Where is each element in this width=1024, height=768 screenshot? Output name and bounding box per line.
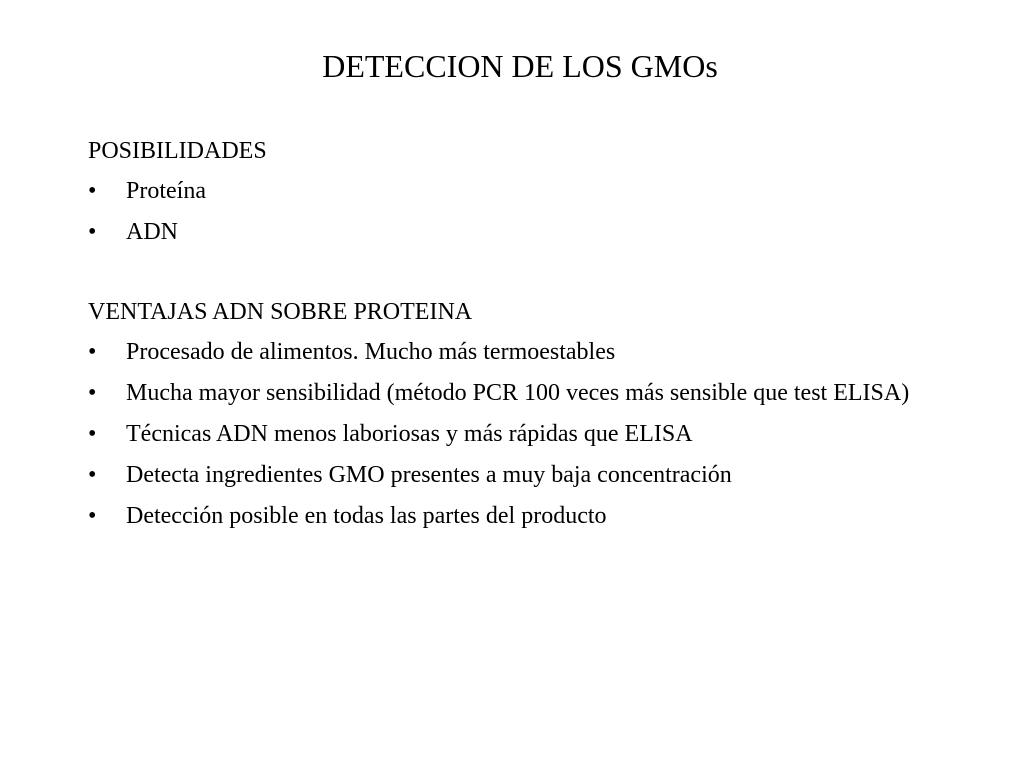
- possibilities-list: [88, 174, 928, 249]
- advantages-list: [88, 335, 928, 533]
- bullet-icon: •: [88, 178, 97, 204]
- list-item-text: Proteína: [126, 178, 206, 204]
- section-heading-advantages: VENTAJAS ADN SOBRE PROTEINA: [88, 299, 473, 325]
- slide-content: [88, 134, 928, 540]
- list-item: [88, 335, 928, 369]
- bullet-icon: •: [88, 462, 97, 488]
- list-item-text: Procesado de alimentos. Mucho más termoestables: [126, 339, 616, 365]
- list-item: [88, 417, 928, 451]
- list-item: [88, 376, 928, 410]
- list-item-text: Mucha mayor sensibilidad (método PCR 100 veces más sensible que test ELISA): [126, 380, 910, 406]
- list-item-text: Detección posible en todas las partes del producto: [126, 503, 607, 529]
- list-item-text: ADN: [126, 219, 178, 245]
- list-item: [88, 499, 928, 533]
- list-item: [88, 174, 928, 208]
- section-heading-possibilities: POSIBILIDADES: [88, 138, 267, 164]
- list-item-text: Detecta ingredientes GMO presentes a muy baja concentración: [126, 462, 732, 488]
- slide-title: DETECCION DE LOS GMOs: [322, 48, 718, 84]
- bullet-icon: •: [88, 219, 97, 245]
- list-item-text: Técnicas ADN menos laboriosas y más rápidas que ELISA: [126, 421, 693, 447]
- bullet-icon: •: [88, 421, 97, 447]
- bullet-icon: •: [88, 380, 97, 406]
- list-item: [88, 458, 928, 492]
- bullet-icon: •: [88, 503, 97, 529]
- list-item: [88, 215, 928, 249]
- bullet-icon: •: [88, 339, 97, 365]
